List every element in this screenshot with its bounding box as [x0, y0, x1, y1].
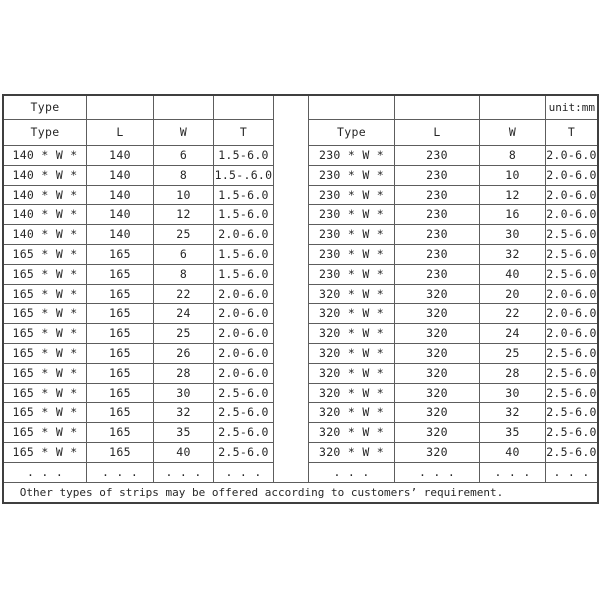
table-cell: 22 [480, 304, 546, 323]
table-cell: 28 [154, 364, 214, 383]
table-cell: 40 [480, 265, 546, 284]
column-header-type: Type [309, 120, 395, 145]
table-cell: 22 [154, 285, 214, 304]
table-cell: 26 [154, 344, 214, 363]
table-row [4, 324, 273, 344]
table-cell: 165 [87, 384, 154, 403]
table-cell: 165 * W * [4, 285, 87, 304]
table-cell: 2.0-6.0 [546, 326, 597, 341]
table-cell: 35 [154, 423, 214, 442]
left-table [4, 96, 273, 482]
table-cell: 320 [395, 285, 480, 304]
table-cell: 2.5-6.0 [546, 246, 597, 261]
table-cell: 230 [395, 245, 480, 264]
column-header-w: W [480, 120, 546, 145]
table-row [4, 364, 273, 384]
table-cell: 320 [395, 364, 480, 383]
table-cell: 230 [395, 146, 480, 165]
table-cell: 32 [480, 403, 546, 422]
table-cell: 2.0-6.0 [218, 227, 269, 242]
table-cell: 230 * W * [309, 245, 395, 264]
table-cell: 35 [480, 423, 546, 442]
table-row [309, 146, 597, 166]
table-cell: 10 [480, 166, 546, 185]
column-header-type: Type [4, 120, 87, 145]
table-row [4, 265, 273, 285]
table-row [4, 403, 273, 423]
table-cell: 2.5-6.0 [546, 405, 597, 420]
table-cell: 6 [154, 146, 214, 165]
table-cell: 1.5-.6.0 [214, 167, 273, 182]
table-cell: 320 * W * [309, 285, 395, 304]
table-row [309, 384, 597, 404]
table-cell: 320 [395, 324, 480, 343]
top-type-label: Type [4, 96, 87, 119]
table-cell: 165 [87, 304, 154, 323]
table-row [309, 285, 597, 305]
table-cell: 140 * W * [4, 166, 87, 185]
column-header-l: L [87, 120, 154, 145]
table-cell: 320 * W * [309, 423, 395, 442]
table-cell: 165 [87, 324, 154, 343]
top-header-row [309, 96, 597, 120]
table-cell: 2.5-6.0 [218, 405, 269, 420]
table-row [309, 403, 597, 423]
table-cell: 320 [395, 423, 480, 442]
table-cell: 140 [87, 225, 154, 244]
table-cell: . . . [87, 463, 154, 482]
table-row [4, 304, 273, 324]
table-cell: 140 [87, 205, 154, 224]
table-cell: 30 [480, 225, 546, 244]
table-cell: 165 [87, 443, 154, 462]
table-cell: 32 [154, 403, 214, 422]
table-cell: 165 * W * [4, 443, 87, 462]
column-header-t: T [239, 125, 248, 139]
table-cell: 2.0-6.0 [218, 365, 269, 380]
table-row [309, 443, 597, 463]
table-cell: 2.5-6.0 [546, 365, 597, 380]
empty-cell [395, 96, 480, 119]
table-cell: 30 [154, 384, 214, 403]
table-cell: 230 [395, 186, 480, 205]
table-cell: 2.0-6.0 [218, 326, 269, 341]
table-cell: 2.5-6.0 [218, 444, 269, 459]
table-cell: 230 * W * [309, 205, 395, 224]
table-cell: 24 [480, 324, 546, 343]
strip-spec-table [2, 94, 599, 504]
table-cell: 140 [87, 166, 154, 185]
table-cell: 165 * W * [4, 384, 87, 403]
table-cell: . . . [225, 464, 262, 479]
table-cell: 320 [395, 443, 480, 462]
table-cell: 10 [154, 186, 214, 205]
table-row [309, 304, 597, 324]
table-cell: 2.0-6.0 [546, 167, 597, 182]
table-cell: 230 * W * [309, 265, 395, 284]
empty-cell [87, 96, 154, 119]
table-cell: 165 [87, 423, 154, 442]
right-table [309, 96, 597, 482]
table-cell: 8 [154, 265, 214, 284]
unit-label: unit:mm [548, 101, 595, 114]
table-cell: 12 [480, 186, 546, 205]
table-cell: 165 * W * [4, 403, 87, 422]
table-cell: 25 [480, 344, 546, 363]
table-cell: 230 * W * [309, 166, 395, 185]
table-cell: 2.0-6.0 [218, 306, 269, 321]
table-cell: 24 [154, 304, 214, 323]
table-row [4, 285, 273, 305]
table-row [309, 205, 597, 225]
table-cell: 320 * W * [309, 364, 395, 383]
table-cell: 320 * W * [309, 443, 395, 462]
column-header-w: W [154, 120, 214, 145]
table-cell: 230 * W * [309, 146, 395, 165]
table-cell: 140 * W * [4, 205, 87, 224]
table-cell: 165 * W * [4, 265, 87, 284]
column-header-row [4, 120, 273, 146]
table-cell: 40 [480, 443, 546, 462]
table-gap-column [273, 96, 309, 482]
table-cell: 320 [395, 344, 480, 363]
table-cell: 16 [480, 205, 546, 224]
empty-cell [214, 96, 273, 119]
table-cell: . . . [553, 464, 590, 479]
table-row [309, 423, 597, 443]
footer-note: Other types of strips may be offered according to customers’ requirement. [4, 482, 597, 502]
table-cell: 320 [395, 403, 480, 422]
table-cell: 2.0-6.0 [546, 148, 597, 162]
table-cell: 320 * W * [309, 403, 395, 422]
table-cell: . . . [480, 463, 546, 482]
table-row [4, 146, 273, 166]
table-cell: 2.5-6.0 [546, 444, 597, 459]
table-cell: 165 * W * [4, 423, 87, 442]
table-row [4, 344, 273, 364]
table-row [4, 205, 273, 225]
table-row [4, 245, 273, 265]
table-cell: 140 [87, 186, 154, 205]
table-cell: 165 * W * [4, 364, 87, 383]
table-cell: 2.5-6.0 [546, 385, 597, 400]
table-row [4, 166, 273, 186]
table-cell: 12 [154, 205, 214, 224]
table-cell: 6 [154, 245, 214, 264]
table-cell: 165 * W * [4, 245, 87, 264]
table-cell: 230 [395, 265, 480, 284]
table-row [309, 344, 597, 364]
table-cell: 230 * W * [309, 225, 395, 244]
table-cell: 2.5-6.0 [546, 227, 597, 242]
table-cell: . . . [395, 463, 480, 482]
table-cell: 2.5-6.0 [546, 266, 597, 281]
table-cell: 32 [480, 245, 546, 264]
table-cell: 320 * W * [309, 344, 395, 363]
table-cell: 320 * W * [309, 324, 395, 343]
table-cell: 8 [480, 146, 546, 165]
table-cell: 165 [87, 285, 154, 304]
empty-cell [480, 96, 546, 119]
table-row [309, 364, 597, 384]
table-cell: 230 [395, 225, 480, 244]
table-cell: 8 [154, 166, 214, 185]
table-cell: 1.5-6.0 [218, 187, 269, 202]
table-cell: 1.5-6.0 [218, 266, 269, 281]
table-cell: 2.0-6.0 [546, 306, 597, 321]
table-cell: 20 [480, 285, 546, 304]
table-cell: 2.0-6.0 [218, 286, 269, 301]
left-table-rows [4, 146, 273, 482]
table-cell: 1.5-6.0 [218, 246, 269, 261]
column-header-row [309, 120, 597, 146]
table-row [4, 186, 273, 206]
table-cell: 25 [154, 225, 214, 244]
table-row [4, 463, 273, 482]
table-row [309, 324, 597, 344]
top-header-row [4, 96, 273, 120]
table-cell: 140 * W * [4, 186, 87, 205]
table-cell: 320 [395, 304, 480, 323]
table-row [309, 245, 597, 265]
table-cell: 1.5-6.0 [218, 207, 269, 222]
table-cell: 230 [395, 205, 480, 224]
empty-cell [154, 96, 214, 119]
table-cell: 1.5-6.0 [218, 148, 269, 162]
table-row [309, 166, 597, 186]
table-row [309, 225, 597, 245]
table-cell: 2.5-6.0 [546, 425, 597, 440]
table-cell: 320 [395, 384, 480, 403]
table-row [309, 265, 597, 285]
table-cell: 165 * W * [4, 344, 87, 363]
table-cell: 230 * W * [309, 186, 395, 205]
table-cell: 165 * W * [4, 324, 87, 343]
table-row [4, 225, 273, 245]
table-cell: 2.0-6.0 [218, 345, 269, 360]
table-cell: . . . [4, 463, 87, 482]
table-cell: 140 [87, 146, 154, 165]
table-cell: 165 [87, 403, 154, 422]
table-row [309, 186, 597, 206]
column-header-t: T [567, 125, 576, 139]
table-row [309, 463, 597, 482]
table-cell: 140 * W * [4, 225, 87, 244]
table-row [4, 423, 273, 443]
table-cell: 230 [395, 166, 480, 185]
table-cell: 2.5-6.0 [546, 345, 597, 360]
table-cell: 140 * W * [4, 146, 87, 165]
table-cell: . . . [154, 463, 214, 482]
table-row [4, 384, 273, 404]
table-cell: 30 [480, 384, 546, 403]
table-cell: 320 * W * [309, 384, 395, 403]
table-cell: 165 [87, 344, 154, 363]
table-cell: 165 [87, 265, 154, 284]
column-header-l: L [395, 120, 480, 145]
table-cell: 25 [154, 324, 214, 343]
table-body [4, 96, 597, 482]
right-table-rows [309, 146, 597, 482]
table-cell: 165 * W * [4, 304, 87, 323]
table-cell: 2.5-6.0 [218, 425, 269, 440]
table-cell: 2.0-6.0 [546, 187, 597, 202]
empty-cell [309, 96, 395, 119]
table-cell: 2.5-6.0 [218, 385, 269, 400]
table-cell: . . . [309, 463, 395, 482]
table-cell: 2.0-6.0 [546, 286, 597, 301]
table-cell: 320 * W * [309, 304, 395, 323]
table-row [4, 443, 273, 463]
table-cell: 28 [480, 364, 546, 383]
table-cell: 165 [87, 245, 154, 264]
table-cell: 40 [154, 443, 214, 462]
table-cell: 165 [87, 364, 154, 383]
table-cell: 2.0-6.0 [546, 207, 597, 222]
